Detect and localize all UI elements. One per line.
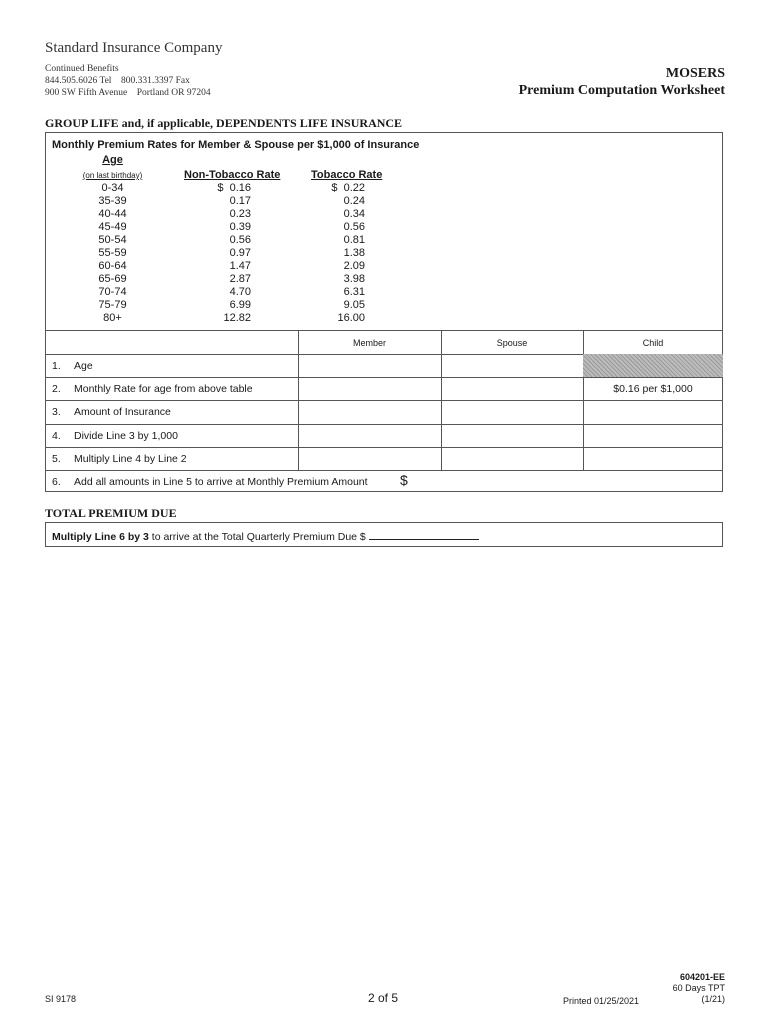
rate-tobacco-cell: 0.56: [343, 221, 365, 233]
rate-age-cell: 75-79: [98, 299, 127, 311]
doc-id: 604201-EE: [679, 972, 725, 982]
total-instruction-bold: Multiply Line 6 by 3: [52, 531, 149, 543]
company-address: 900 SW Fifth Avenue Portland OR 97204: [45, 88, 211, 98]
grid-line: [45, 330, 723, 331]
rates-heading: Monthly Premium Rates for Member & Spouse per $1,000 of Insurance: [52, 139, 420, 151]
rate-age-cell: 55-59: [98, 247, 127, 259]
child-rate-value: $0.16 per $1,000: [613, 383, 693, 395]
rate-nontobacco-cell: 0.97: [229, 247, 251, 259]
line-number: 6.: [52, 476, 61, 488]
nontobacco-header: Non-Tobacco Rate: [184, 169, 281, 181]
member-multiply-field[interactable]: [299, 448, 440, 469]
company-name: Standard Insurance Company: [45, 40, 223, 56]
age-subheader: (on last birthday): [82, 171, 143, 180]
rate-nontobacco-cell: 0.39: [229, 221, 251, 233]
spouse-divide-field[interactable]: [442, 425, 582, 446]
monthly-premium-field[interactable]: [412, 472, 712, 490]
line-label-multiply: Multiply Line 4 by Line 2: [74, 453, 187, 465]
rate-nontobacco-cell: 0.56: [229, 234, 251, 246]
page-number: 2 of 5: [368, 991, 399, 1005]
rate-tobacco-cell: $ 0.22: [331, 182, 365, 194]
plan-name: MOSERS: [665, 66, 725, 81]
quarterly-premium-field[interactable]: [369, 529, 479, 540]
child-divide-field[interactable]: [584, 425, 722, 446]
line-number: 2.: [52, 383, 61, 395]
line-number: 3.: [52, 406, 61, 418]
rate-tobacco-cell: 0.34: [343, 208, 365, 220]
rate-age-cell: 80+: [103, 312, 122, 324]
spouse-age-field[interactable]: [442, 355, 582, 376]
line-label-amount: Amount of Insurance: [74, 406, 171, 418]
rate-tobacco-cell: 0.24: [343, 195, 365, 207]
rate-age-cell: 40-44: [98, 208, 127, 220]
rate-nontobacco-cell: 0.17: [229, 195, 251, 207]
rate-nontobacco-cell: 2.87: [229, 273, 251, 285]
rate-nontobacco-cell: 1.47: [229, 260, 251, 272]
days-tpt: 60 Days TPT: [672, 983, 725, 993]
line-label-age: Age: [74, 360, 93, 372]
member-age-field[interactable]: [299, 355, 440, 376]
member-amount-field[interactable]: [299, 401, 440, 423]
total-instruction-text: to arrive at the Total Quarterly Premium Due $: [148, 531, 366, 543]
total-instruction: [52, 529, 479, 543]
worksheet-title: Premium Computation Worksheet: [518, 83, 725, 98]
rate-age-cell: 70-74: [98, 286, 127, 298]
spouse-rate-field[interactable]: [442, 378, 582, 399]
rate-age-cell: 0-34: [101, 182, 124, 194]
rate-nontobacco-cell: 4.70: [229, 286, 251, 298]
rate-age-cell: 35-39: [98, 195, 127, 207]
line-number: 5.: [52, 453, 61, 465]
printed-date: Printed 01/25/2021: [563, 996, 640, 1006]
rate-age-cell: 65-69: [98, 273, 127, 285]
column-child: Child: [642, 338, 664, 348]
phone-fax: 844.505.6026 Tel 800.331.3397 Fax: [45, 76, 190, 86]
member-divide-field[interactable]: [299, 425, 440, 446]
spouse-amount-field[interactable]: [442, 401, 582, 423]
rate-tobacco-cell: 9.05: [343, 299, 365, 311]
column-spouse: Spouse: [496, 338, 528, 348]
age-header: Age: [102, 154, 123, 166]
rate-nontobacco-cell: 6.99: [229, 299, 251, 311]
line-label-monthly-rate: Monthly Rate for age from above table: [74, 383, 253, 395]
rate-tobacco-cell: 1.38: [343, 247, 365, 259]
line-number: 4.: [52, 430, 61, 442]
rate-tobacco-cell: 6.31: [343, 286, 365, 298]
line-label-add-all: Add all amounts in Line 5 to arrive at Monthly Premium Amount: [74, 476, 368, 488]
rate-tobacco-cell: 0.81: [343, 234, 365, 246]
rate-tobacco-cell: 16.00: [337, 312, 365, 324]
child-amount-field[interactable]: [584, 401, 722, 423]
department: Continued Benefits: [45, 64, 119, 74]
rate-tobacco-cell: 2.09: [343, 260, 365, 272]
version: (1/21): [701, 994, 725, 1004]
rate-nontobacco-cell: 12.82: [223, 312, 251, 324]
rate-nontobacco-cell: $ 0.16: [217, 182, 251, 194]
rate-age-cell: 60-64: [98, 260, 127, 272]
form-code: SI 9178: [45, 994, 77, 1004]
grid-line: [45, 470, 723, 471]
member-rate-field[interactable]: [299, 378, 440, 399]
rate-nontobacco-cell: 0.23: [229, 208, 251, 220]
tobacco-header: Tobacco Rate: [311, 169, 383, 181]
child-age-shaded-cell: [583, 354, 723, 377]
line-label-divide: Divide Line 3 by 1,000: [74, 430, 178, 442]
column-member: Member: [352, 338, 386, 348]
rate-tobacco-cell: 3.98: [343, 273, 365, 285]
rate-age-cell: 50-54: [98, 234, 127, 246]
line-number: 1.: [52, 360, 61, 372]
rate-age-cell: 45-49: [98, 221, 127, 233]
dollar-sign: $: [400, 472, 408, 488]
spouse-multiply-field[interactable]: [442, 448, 582, 469]
child-multiply-field[interactable]: [584, 448, 722, 469]
section-title-life: GROUP LIFE and, if applicable, DEPENDENTS LIFE INSURANCE: [45, 116, 403, 130]
section-title-total: TOTAL PREMIUM DUE: [45, 506, 177, 520]
